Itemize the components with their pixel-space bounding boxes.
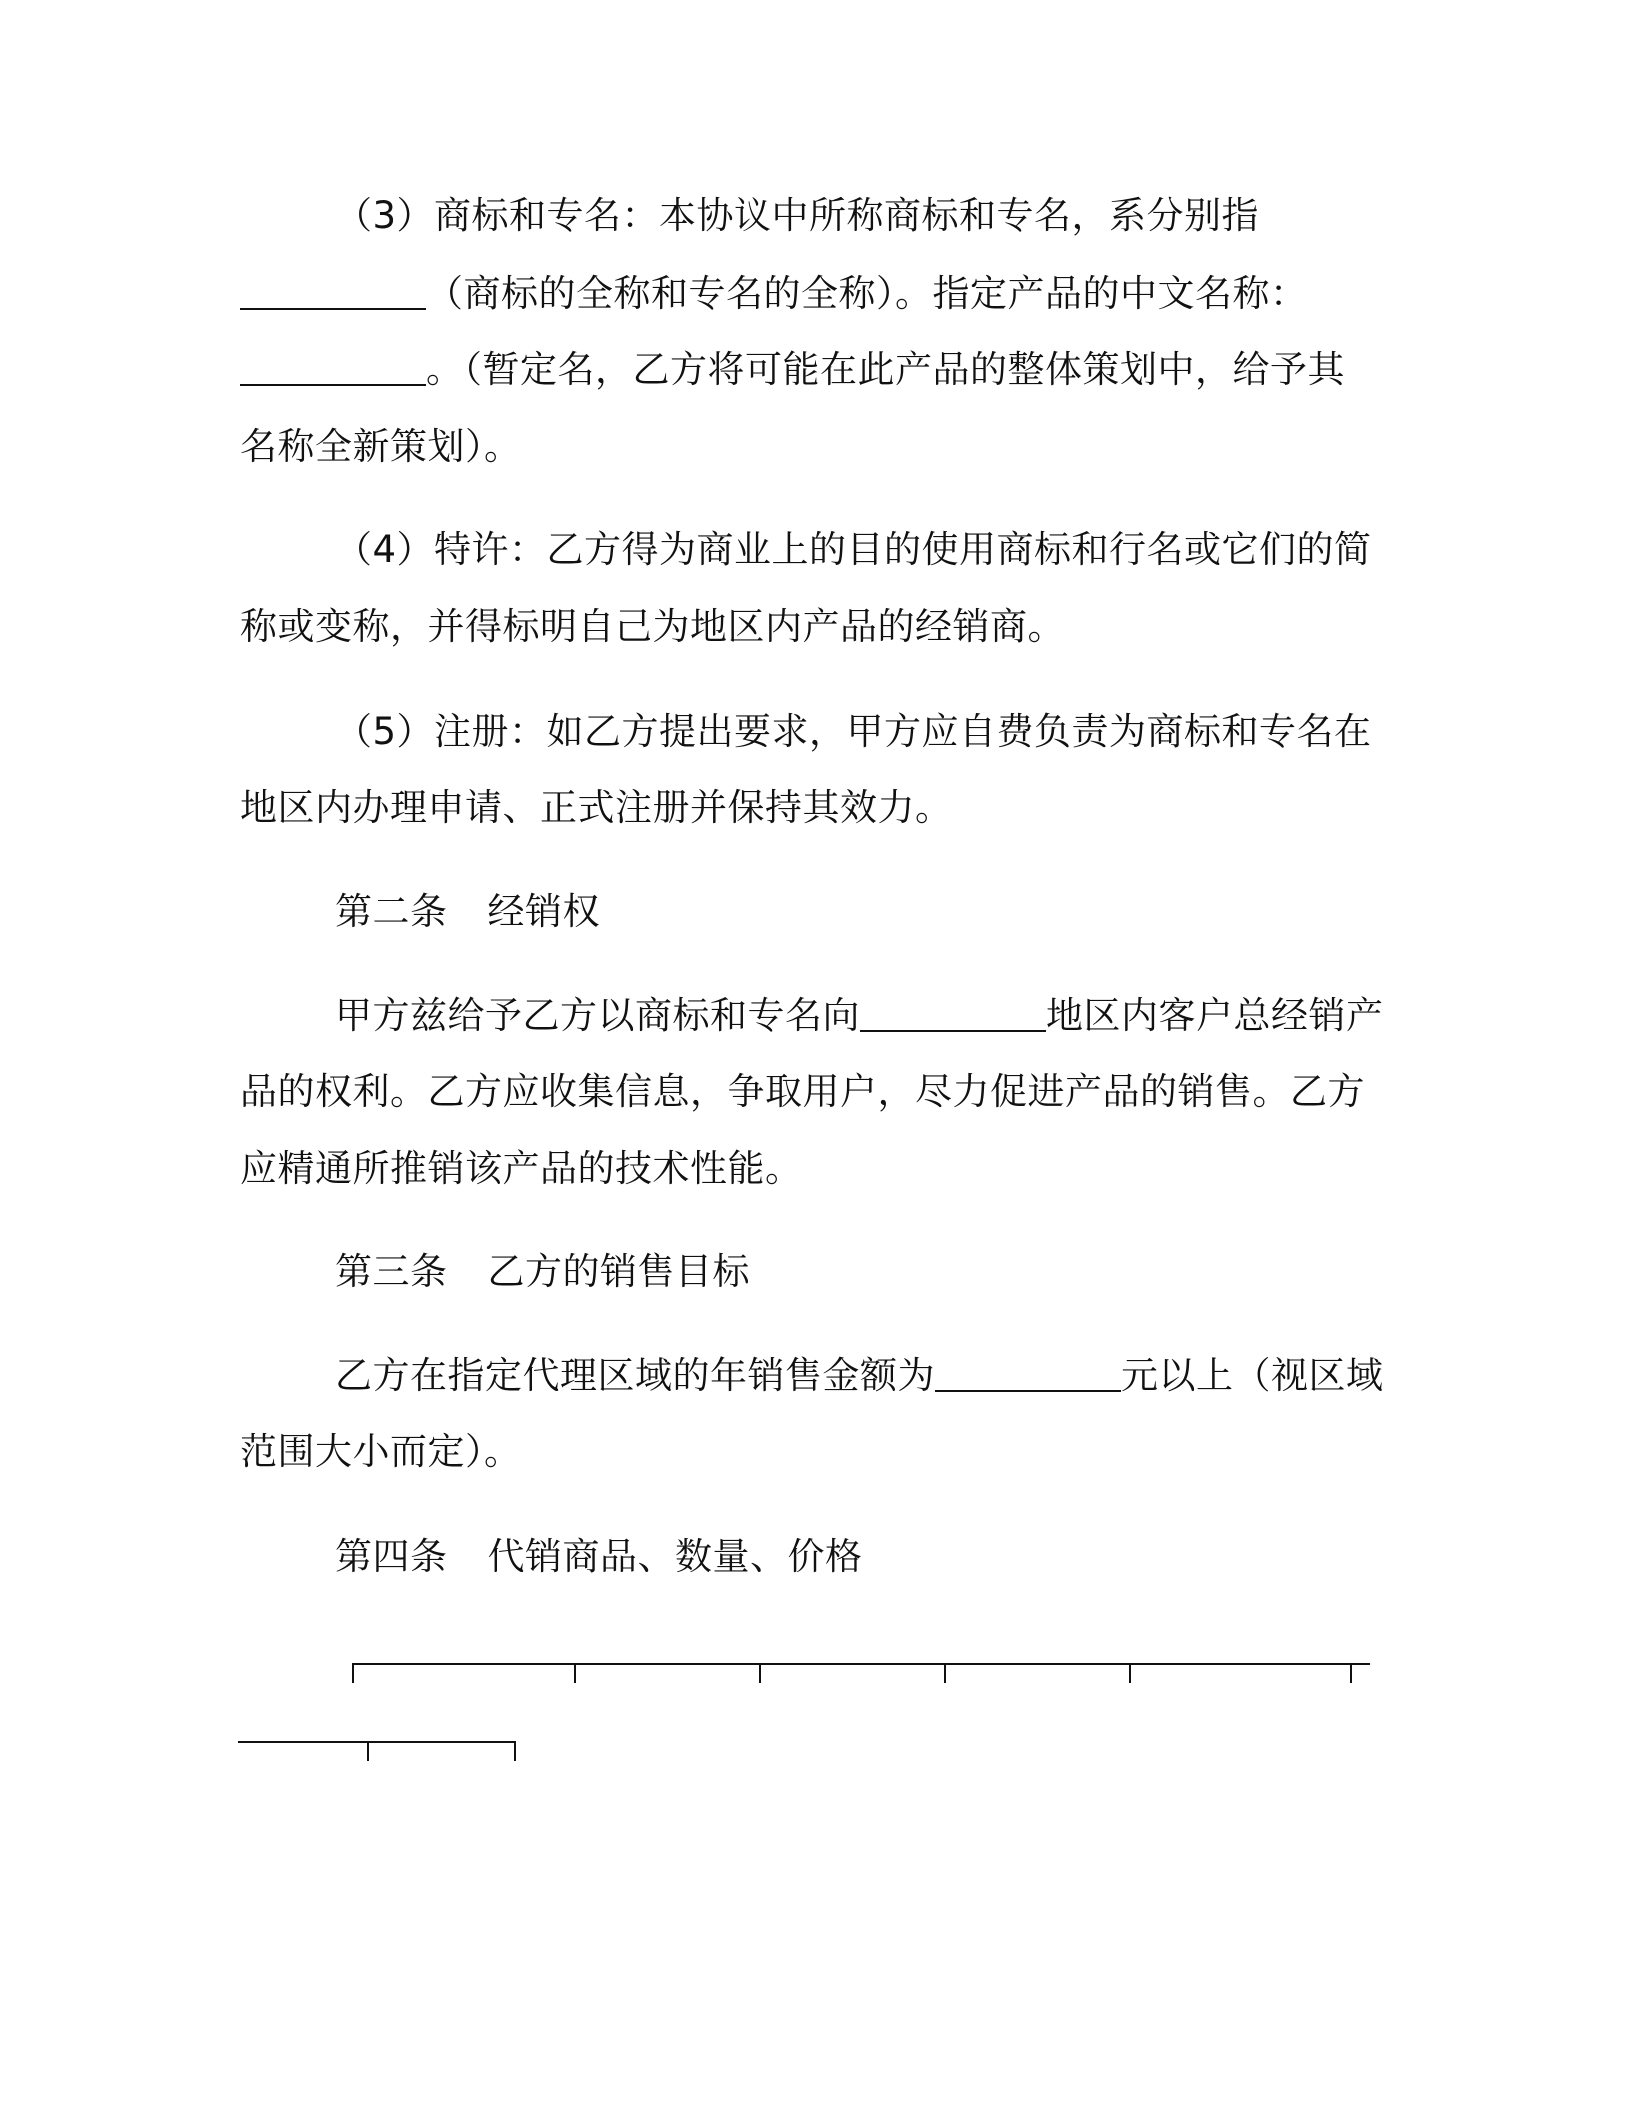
table-divider (352, 1663, 354, 1683)
table-divider (1129, 1663, 1131, 1683)
table-divider (944, 1663, 946, 1683)
article3-line2: 范围大小而定）。 (240, 1430, 522, 1473)
table-second-border (238, 1741, 516, 1743)
p3-line1: （3）商标和专名：本协议中所称商标和专名，系分别指 (335, 194, 1260, 237)
table-divider (1350, 1663, 1352, 1683)
article2-line3: 应精通所推销该产品的技术性能。 (240, 1147, 803, 1190)
p4-line2: 称或变称，并得标明自己为地区内产品的经销商。 (240, 605, 1065, 648)
table-divider (759, 1663, 761, 1683)
table-divider (514, 1741, 516, 1761)
p5-line1: （5）注册：如乙方提出要求，甲方应自费负责为商标和专名在 (335, 710, 1372, 753)
p5-line2: 地区内办理申请、正式注册并保持其效力。 (240, 786, 953, 829)
p3-line4: 名称全新策划）。 (240, 425, 522, 468)
p4-line1: （4）特许：乙方得为商业上的目的使用商标和行名或它们的简 (335, 528, 1372, 571)
article3-line1: 乙方在指定代理区域的年销售金额为 元以上（视区域 (335, 1354, 1384, 1397)
article3-heading: 第三条 乙方的销售目标 (335, 1250, 750, 1293)
article2-line1: 甲方兹给予乙方以商标和专名向 地区内客户总经销产 (335, 994, 1384, 1037)
article2-line2: 品的权利。乙方应收集信息，争取用户，尽力促进产品的销售。乙方 (240, 1070, 1365, 1113)
article2-heading: 第二条 经销权 (335, 890, 600, 933)
p3-line2: （商标的全称和专名的全称）。指定产品的中文名称： (240, 272, 1308, 316)
table-top-border (352, 1663, 1370, 1665)
table-divider (367, 1741, 369, 1761)
table-divider (574, 1663, 576, 1683)
article4-heading: 第四条 代销商品、数量、价格 (335, 1535, 863, 1578)
p3-line3: 。（暂定名，乙方将可能在此产品的整体策划中，给予其 (240, 348, 1345, 392)
